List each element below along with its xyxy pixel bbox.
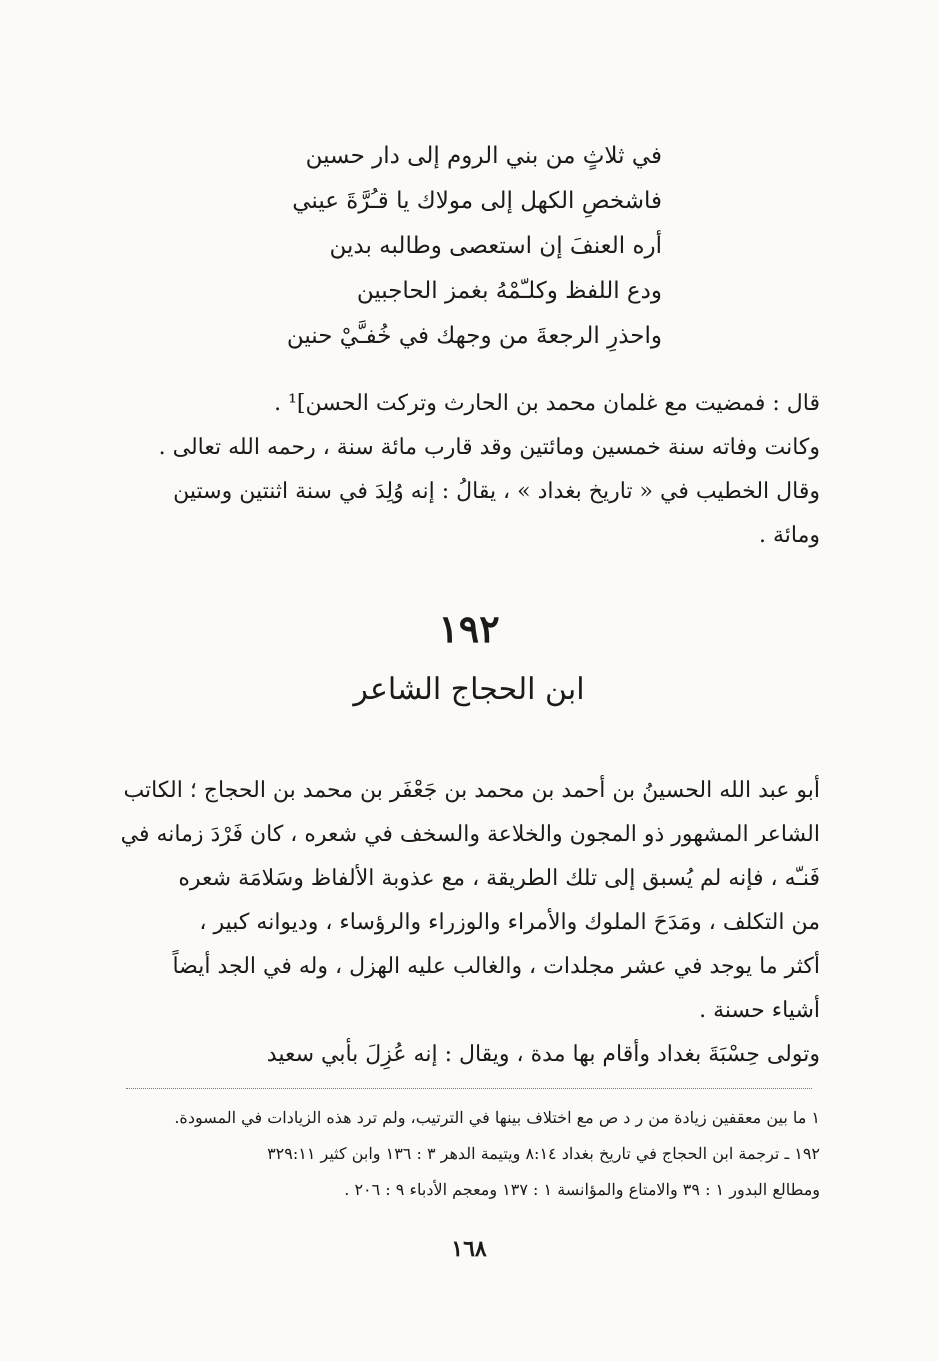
text-line: وتولى حِسْبَةَ بغداد وأقام بها مدة ، ويقال : إنه عُزِلَ بأبي سعيد bbox=[266, 1042, 820, 1067]
text-line: قال : فمضيت مع غلمان محمد بن الحارث وتركت الحسن]¹ . bbox=[274, 391, 820, 416]
footnote-line: ١ ما بين معقفين زيادة من ر د ص مع اختلاف بينها في الترتيب، ولم ترد هذه الزيادات في المسودة. bbox=[174, 1108, 820, 1127]
footnote-line: ١٩٢ ـ ترجمة ابن الحجاج في تاريخ بغداد ٨:١٤ ويتيمة الدهر ٣ : ١٣٦ وابن كثير ٣٢٩:١١ bbox=[267, 1144, 820, 1163]
poem-block bbox=[262, 134, 662, 359]
entry-title: ابن الحجاج الشاعر bbox=[353, 672, 585, 707]
text-line: الشاعر المشهور ذو المجون والخلاعة والسخف في شعره ، كان فَرْدَ زمانه في bbox=[120, 822, 820, 847]
footnote-line: ومطالع البدور ١ : ٣٩ والامتاع والمؤانسة ١ : ١٣٧ ومعجم الأدباء ٩ : ٢٠٦ . bbox=[344, 1180, 820, 1199]
narrative-paragraph bbox=[118, 382, 820, 558]
text-line: أكثر ما يوجد في عشر مجلدات ، والغالب عليه الهزل ، وله في الجد أيضاً bbox=[172, 954, 820, 979]
footnotes bbox=[118, 1100, 820, 1208]
text-line: أبو عبد الله الحسينُ بن أحمد بن محمد بن جَعْفَر بن محمد بن الحجاج ؛ الكاتب bbox=[123, 778, 820, 803]
poem-line: أره العنفَ إن استعصى وطالبه بدين bbox=[329, 233, 662, 259]
page-number: ١٦٨ bbox=[451, 1236, 487, 1262]
poem-line: في ثلاثٍ من بني الروم إلى دار حسين bbox=[305, 143, 662, 169]
text-line: من التكلف ، ومَدَحَ الملوك والأمراء والوزراء والرؤساء ، وديوانه كبير ، bbox=[199, 910, 820, 935]
text-line: ومائة . bbox=[758, 523, 820, 548]
footnote-divider bbox=[126, 1088, 812, 1089]
text-line: وقال الخطيب في « تاريخ بغداد » ، يقالُ : إنه وُلِدَ في سنة اثنتين وستين bbox=[173, 479, 820, 504]
text-line: وكانت وفاته سنة خمسين ومائتين وقد قارب مائة سنة ، رحمه الله تعالى . bbox=[158, 435, 820, 460]
poem-line: فاشخصِ الكهل إلى مولاك يا قـُرَّةَ عيني bbox=[292, 188, 662, 214]
text-line: أشياء حسنة . bbox=[699, 998, 820, 1023]
text-line: فَنـّه ، فإنه لم يُسبق إلى تلك الطريقة ، مع عذوبة الألفاظ وسَلامَة شعره bbox=[178, 866, 820, 891]
entry-number: ١٩٢ bbox=[438, 606, 500, 651]
poem-line: ودع اللفظ وكلـّمْهُ بغمز الحاجبين bbox=[356, 278, 662, 304]
poem-line: واحذرِ الرجعةَ من وجهك في خُفـَّيْ حنين bbox=[286, 323, 662, 349]
biography-paragraph bbox=[120, 769, 820, 1077]
